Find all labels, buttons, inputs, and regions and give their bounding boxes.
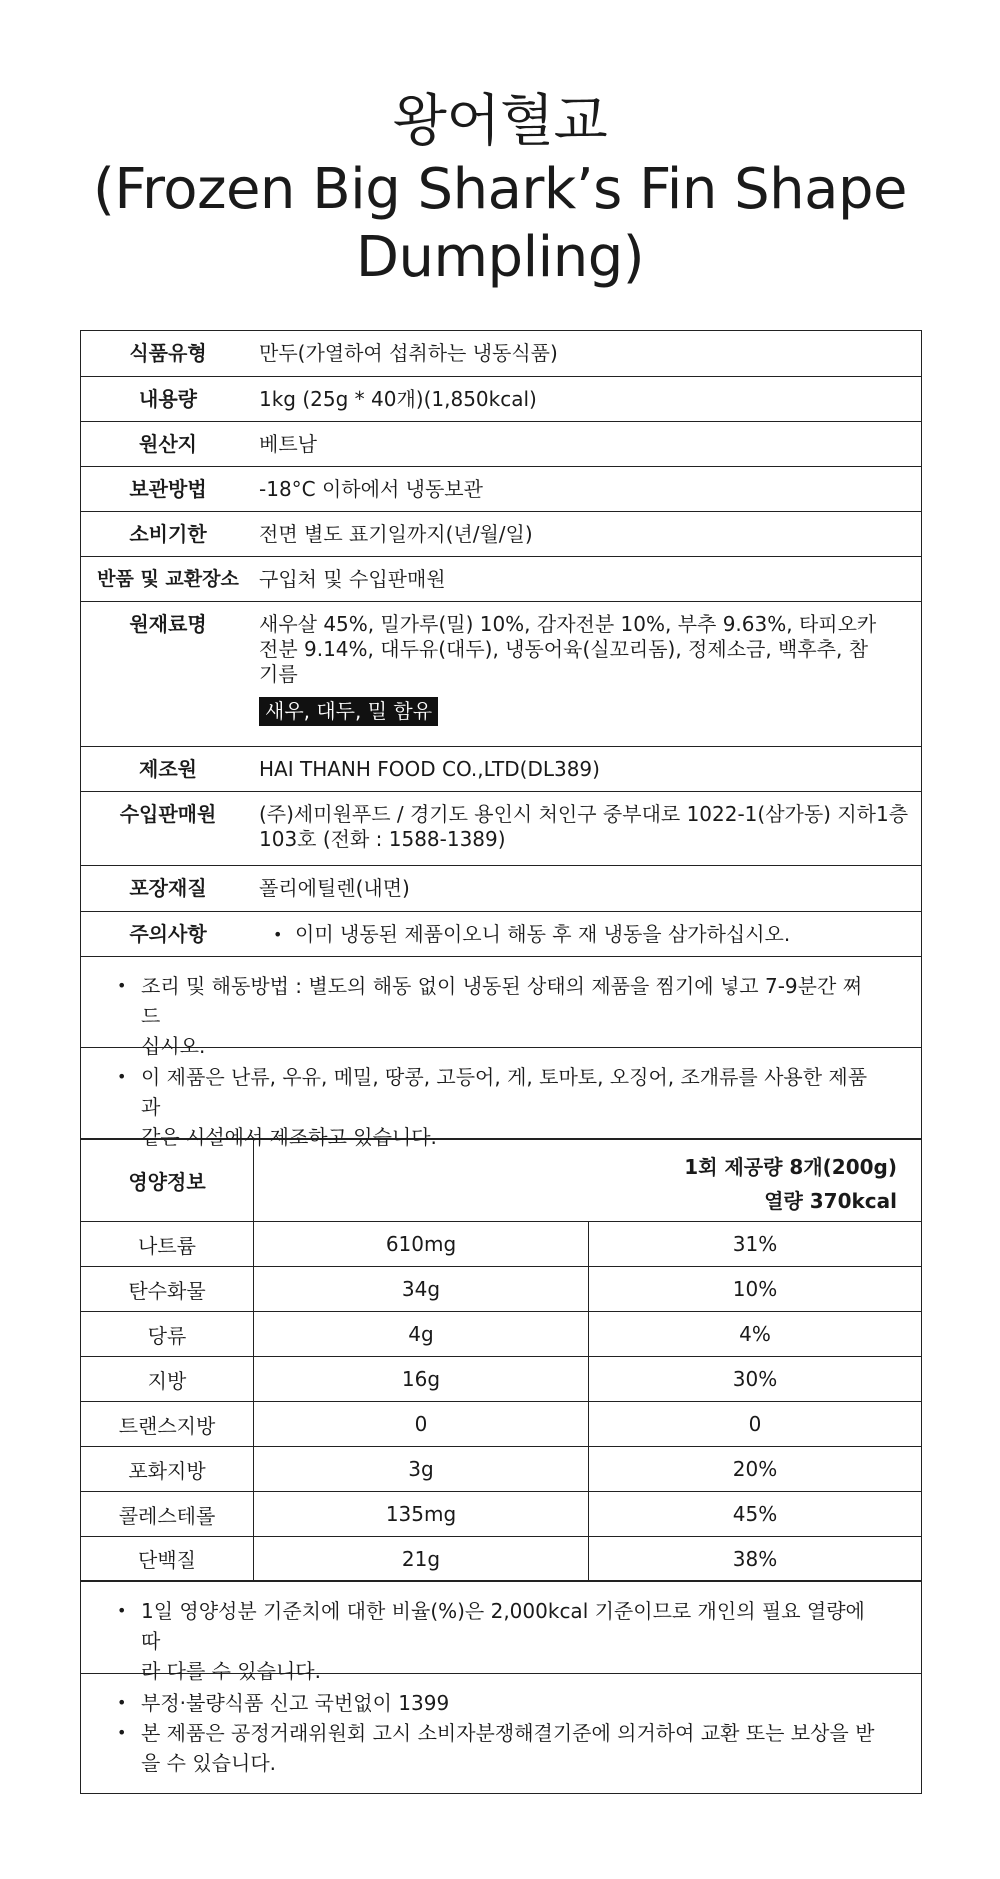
info-value: HAI THANH FOOD CO.,LTD(DL389) [259,757,600,781]
info-row-food-type [81,331,921,377]
title-english-line1: (Frozen Big Shark’s Fin Shape [93,157,907,222]
info-label: 식품유형 [129,341,207,365]
nutrition-row [81,1222,921,1267]
calories: 열량 370kcal [764,1189,897,1213]
facility-line: 같은 시설에서 제조하고 있습니다. [141,1125,437,1149]
exchange-bullet [117,1718,874,1778]
nutrition-row [81,1267,921,1312]
daily-value-note [81,1582,921,1683]
cooking-bullet [117,971,881,1061]
facility-note [81,1048,921,1149]
info-label: 원재료명 [129,612,207,636]
allergen-badge: 새우, 대두, 밀 함유 [259,697,438,726]
info-row-net-content [81,377,921,422]
info-label: 주의사항 [129,922,207,946]
nutrition-label: 영양정보 [81,1140,254,1221]
nutrient-percent: 31% [732,1232,778,1256]
info-label: 원산지 [139,432,197,456]
nutrition-row [81,1492,921,1537]
nutrient-name: 트랜스지방 [81,1402,254,1446]
nutrition-row [81,1402,921,1447]
cooking-line: • 조리 및 해동방법 : 별도의 해동 없이 냉동된 상태의 제품을 찜기에 넣고 7-9분간 쪄드 [141,974,862,1028]
nutrient-percent: 10% [732,1277,778,1301]
info-row-expiry [81,512,921,557]
info-label: 수입판매원 [119,802,217,826]
nutrition-row [81,1357,921,1402]
ingredients-line: 전분 9.14%, 대두유(대두), 냉동어육(실꼬리돔), 정제소금, 백후추, 참 [259,637,869,661]
exchange-line: 을 수 있습니다. [141,1751,276,1775]
info-value: 베트남 [259,432,317,456]
info-label: 제조원 [139,757,197,781]
footer-notes-row [81,1674,921,1793]
product-title [0,88,1000,292]
nutrition-row [81,1447,921,1492]
daily-value-note-row [81,1582,921,1683]
nutrient-percent: 30% [732,1367,778,1391]
nutrition-header [81,1140,921,1222]
importer-line: 103호 (전화 : 1588-1389) [259,827,506,851]
title-english-line2: Dumpling) [355,225,645,290]
nutrient-name: 탄수화물 [81,1267,254,1311]
daily-value-line: • 1일 영양성분 기준치에 대한 비율(%)은 2,000kcal 기준이므로 개인의 필요 열량에 따 [141,1599,865,1653]
cooking-line: 십시오. [141,1034,206,1058]
title-korean: 왕어혈교 [392,89,608,154]
info-label: 내용량 [139,387,197,411]
caution-text [255,912,921,956]
info-row-caution [81,912,921,957]
info-value: -18°C 이하에서 냉동보관 [259,477,483,501]
daily-value-bullet [117,1596,881,1686]
nutrition-row [81,1312,921,1357]
info-row-packaging [81,866,921,912]
nutrition-row [81,1537,921,1582]
nutrient-amount: 610mg [254,1222,589,1266]
nutrition-serving-info [254,1140,921,1221]
info-row-storage [81,467,921,512]
nutrient-percent: 38% [732,1546,778,1571]
nutrient-amount: 4g [254,1312,589,1356]
info-row-importer [81,792,921,866]
importer-line: (주)세미원푸드 / 경기도 용인시 처인구 중부대로 1022-1(삼가동) 지하1층 [259,802,909,826]
nutrient-name: 콜레스테롤 [81,1492,254,1536]
product-info-sheet [80,330,922,1794]
nutrient-percent: 0 [748,1412,762,1436]
ingredients-text [255,602,921,746]
ingredients-line: 새우살 45%, 밀가루(밀) 10%, 감자전분 10%, 부추 9.63%, 타피오카 [259,612,877,636]
cooking-note-row [81,957,921,1058]
nutrient-name: 나트륨 [81,1222,254,1266]
ingredients-line: 기름 [259,662,298,686]
info-label: 포장재질 [129,876,207,900]
info-value: 구입처 및 수입판매원 [259,567,446,591]
nutrient-name: 지방 [81,1357,254,1401]
nutrient-amount: 3g [254,1447,589,1491]
exchange-line: • 본 제품은 공정거래위원회 고시 소비자분쟁해결기준에 의거하여 교환 또는 보상을 받 [141,1721,875,1745]
facility-line: • 이 제품은 난류, 우유, 메밀, 땅콩, 고등어, 게, 토마토, 오징어, 조개류를 사용한 제품과 [141,1065,868,1119]
info-value: 폴리에틸렌(내면) [259,876,410,900]
info-label: 반품 및 교환장소 [97,568,239,590]
footer-notes [81,1674,914,1793]
serving-size: 1회 제공량 8개(200g) [684,1155,897,1179]
nutrient-percent: 45% [732,1502,778,1526]
nutrient-percent: 20% [732,1457,778,1481]
importer-text [255,792,921,865]
report-bullet: • 부정·불량식품 신고 국번없이 1399 [117,1688,874,1718]
info-row-return-place [81,557,921,602]
facility-note-row [81,1048,921,1149]
info-label: 보관방법 [129,477,207,501]
nutrient-name: 단백질 [81,1537,254,1580]
info-value: 전면 별도 표기일까지(년/월/일) [259,522,533,546]
info-row-origin [81,422,921,467]
nutrient-amount: 0 [254,1402,589,1446]
caution-bullet: • 이미 냉동된 제품이오니 해동 후 재 냉동을 삼가하십시오. [267,922,909,947]
nutrient-amount: 34g [254,1267,589,1311]
info-row-ingredients [81,602,921,747]
info-value: 만두(가열하여 섭취하는 냉동식품) [259,341,558,365]
nutrient-percent: 4% [739,1322,771,1346]
info-value: 1kg (25g * 40개)(1,850kcal) [259,387,537,411]
nutrient-name: 당류 [81,1312,254,1356]
nutrient-name: 포화지방 [81,1447,254,1491]
daily-value-line: 라 다를 수 있습니다. [141,1659,321,1683]
cooking-note [81,957,921,1058]
nutrient-amount: 16g [254,1357,589,1401]
nutrient-amount: 135mg [254,1492,589,1536]
info-label: 소비기한 [129,522,207,546]
nutrient-amount: 21g [254,1537,589,1580]
info-row-manufacturer [81,747,921,792]
facility-bullet [117,1062,881,1152]
